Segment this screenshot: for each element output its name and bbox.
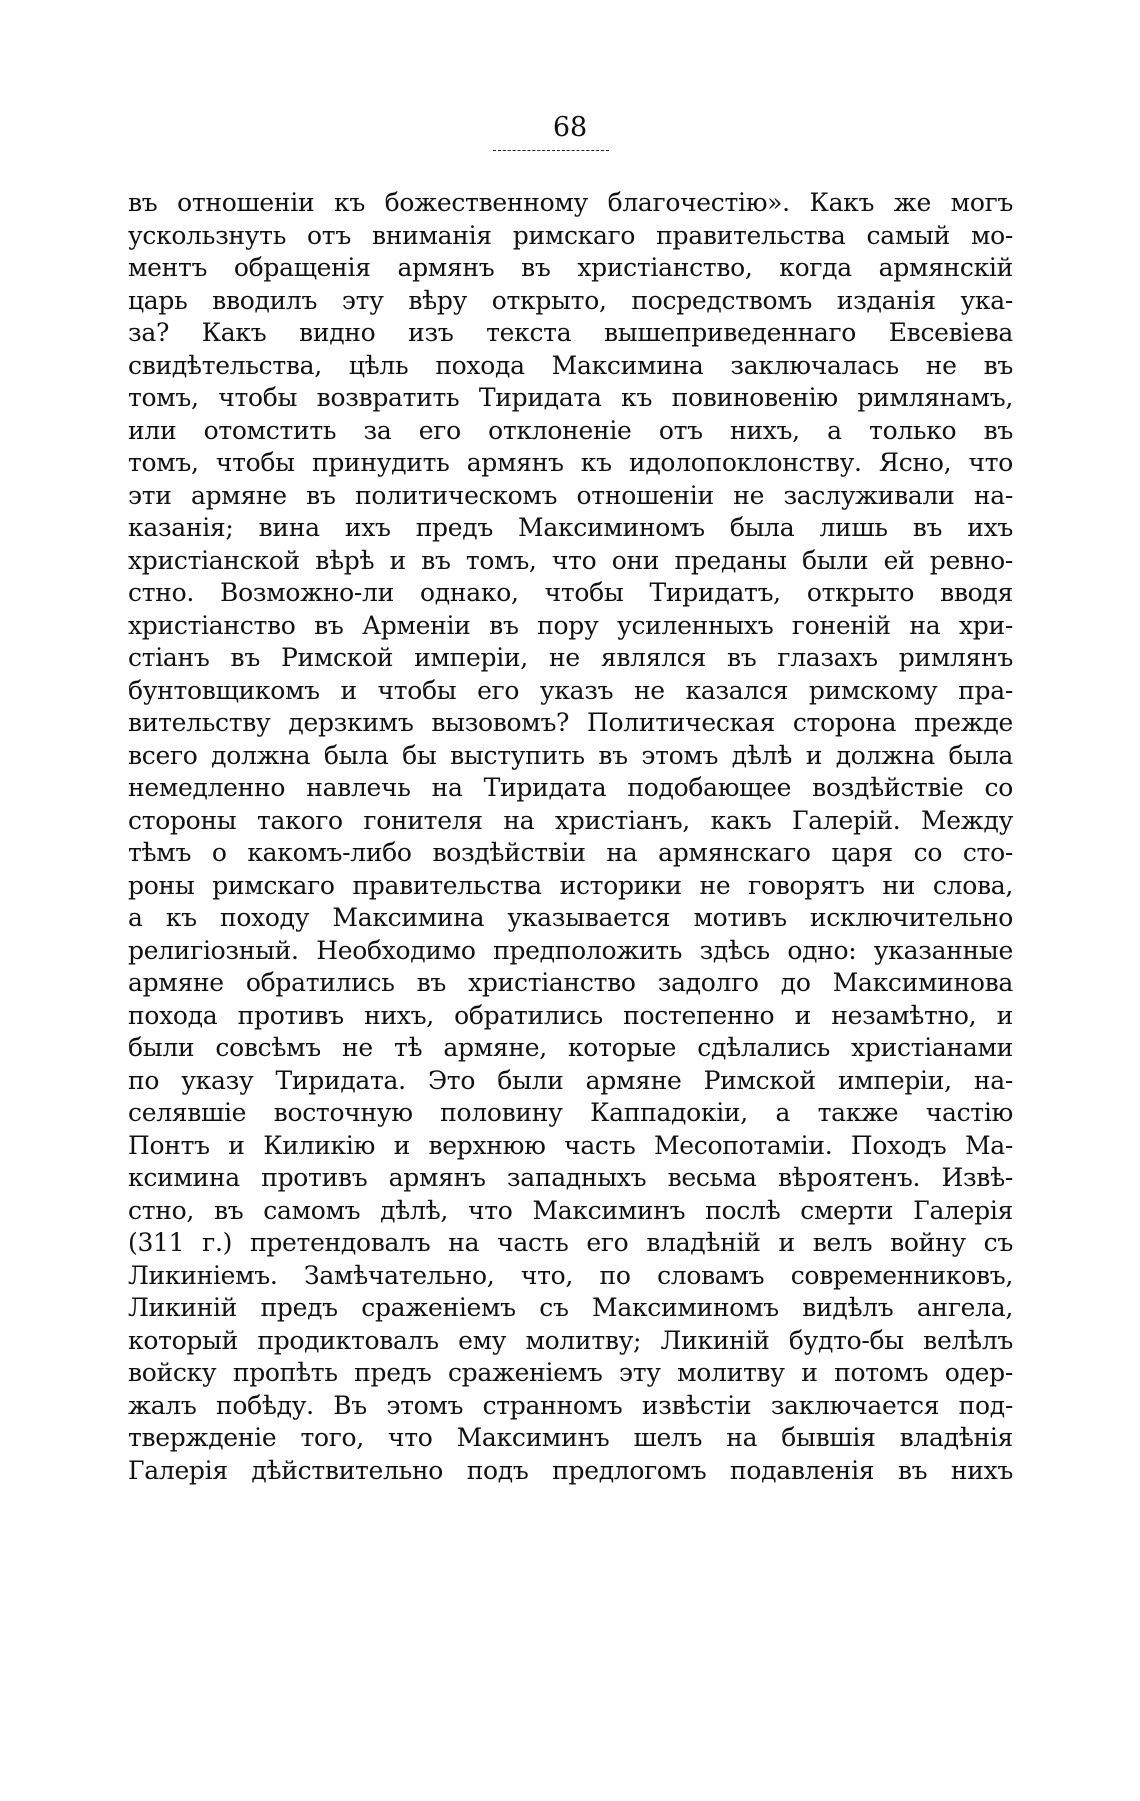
text-line: всего должна была бы выступить въ этомъ дѣлѣ и должна была	[128, 740, 1013, 770]
text-line: ксимина противъ армянъ западныхъ весьма вѣроятенъ. Извѣ-	[128, 1163, 1013, 1192]
text-line: ментъ обращенія армянъ въ христіанство, когда армянскій	[128, 253, 1013, 282]
text-line: стно. Возможно-ли однако, чтобы Тиридатъ, открыто вводя	[128, 578, 1013, 607]
text-line: который продиктовалъ ему молитву; Ликиній будто-бы велѣлъ	[128, 1325, 1013, 1355]
text-line: царь вводилъ эту вѣру открыто, посредствомъ изданія ука-	[128, 285, 1013, 315]
text-line: въ отношеніи къ божественному благочестію». Какъ же могъ	[128, 188, 1013, 217]
text-line: свидѣтельства, цѣль похода Максимина заключалась не въ	[128, 350, 1013, 380]
body-text	[128, 187, 1013, 1487]
text-line: войску пропѣть предъ сраженіемъ эту молитву и потомъ одер-	[128, 1358, 1013, 1387]
text-line: были совсѣмъ не тѣ армяне, которые сдѣлались христіанами	[128, 1033, 1013, 1062]
text-line: твержденіе того, что Максиминъ шелъ на бывшія владѣнія	[128, 1423, 1013, 1452]
text-line: эти армяне въ политическомъ отношеніи не заслуживали на-	[128, 480, 1013, 510]
text-line: тѣмъ о какомъ-либо воздѣйствіи на армянскаго царя со сто-	[128, 838, 1013, 867]
text-line: Ликиній предъ сраженіемъ съ Максиминомъ видѣлъ ангела,	[128, 1293, 1013, 1322]
text-line: по указу Тиридата. Это были армяне Римской имперіи, на-	[128, 1065, 1013, 1095]
text-line: религіозный. Необходимо предположить здѣсь одно: указанные	[128, 935, 1013, 965]
text-line: (311 г.) претендовалъ на часть его владѣній и велъ войну съ	[128, 1228, 1013, 1257]
text-line: христіанство въ Арменіи въ пору усиленныхъ гоненій на хри-	[128, 610, 1013, 640]
text-line: Ликиніемъ. Замѣчательно, что, по словамъ современниковъ,	[128, 1260, 1013, 1290]
text-line: за? Какъ видно изъ текста вышеприведеннаго Евсевіева	[128, 318, 1013, 347]
text-line: Понтъ и Киликію и верхнюю часть Месопотаміи. Походъ Ма-	[128, 1130, 1013, 1160]
text-line: или отомстить за его отклоненіе отъ нихъ, а только въ	[128, 415, 1013, 445]
text-line: бунтовщикомъ и чтобы его указъ не казался римскому пра-	[128, 675, 1013, 705]
text-line: томъ, чтобы принудить армянъ къ идолопоклонству. Ясно, что	[128, 448, 1013, 477]
text-line: похода противъ нихъ, обратились постепенно и незамѣтно, и	[128, 1000, 1013, 1030]
text-line: армяне обратились въ христіанство задолго до Максиминова	[128, 968, 1013, 997]
text-line: роны римскаго правительства историки не говорятъ ни слова,	[128, 870, 1013, 900]
text-line: томъ, чтобы возвратить Тиридата къ повиновенію римлянамъ,	[128, 383, 1013, 412]
text-line: ускользнуть отъ вниманія римскаго правительства самый мо-	[128, 220, 1013, 250]
text-line: Галерія дѣйствительно подъ предлогомъ подавленія въ нихъ	[128, 1455, 1013, 1485]
text-line: стіанъ въ Римской имперіи, не являлся въ глазахъ римлянъ	[128, 643, 1013, 672]
text-line: а къ походу Максимина указывается мотивъ исключительно	[128, 903, 1013, 932]
text-line: вительству дерзкимъ вызовомъ? Политическая сторона прежде	[128, 708, 1013, 737]
text-line: стно, въ самомъ дѣлѣ, что Максиминъ послѣ смерти Галерія	[128, 1195, 1013, 1225]
text-line: немедленно навлечь на Тиридата подобающее воздѣйствіе со	[128, 773, 1013, 802]
text-line: казанія; вина ихъ предъ Максиминомъ была лишь въ ихъ	[128, 513, 1013, 542]
text-line: селявшіе восточную половину Каппадокіи, а также частію	[128, 1098, 1013, 1127]
text-line: жалъ побѣду. Въ этомъ странномъ извѣстіи заключается под-	[128, 1390, 1013, 1420]
header-rule	[493, 150, 609, 151]
text-line: христіанской вѣрѣ и въ томъ, что они преданы были ей ревно-	[128, 545, 1013, 575]
page-number: 68	[552, 112, 588, 143]
text-line: стороны такого гонителя на христіанъ, какъ Галерій. Между	[128, 805, 1013, 835]
